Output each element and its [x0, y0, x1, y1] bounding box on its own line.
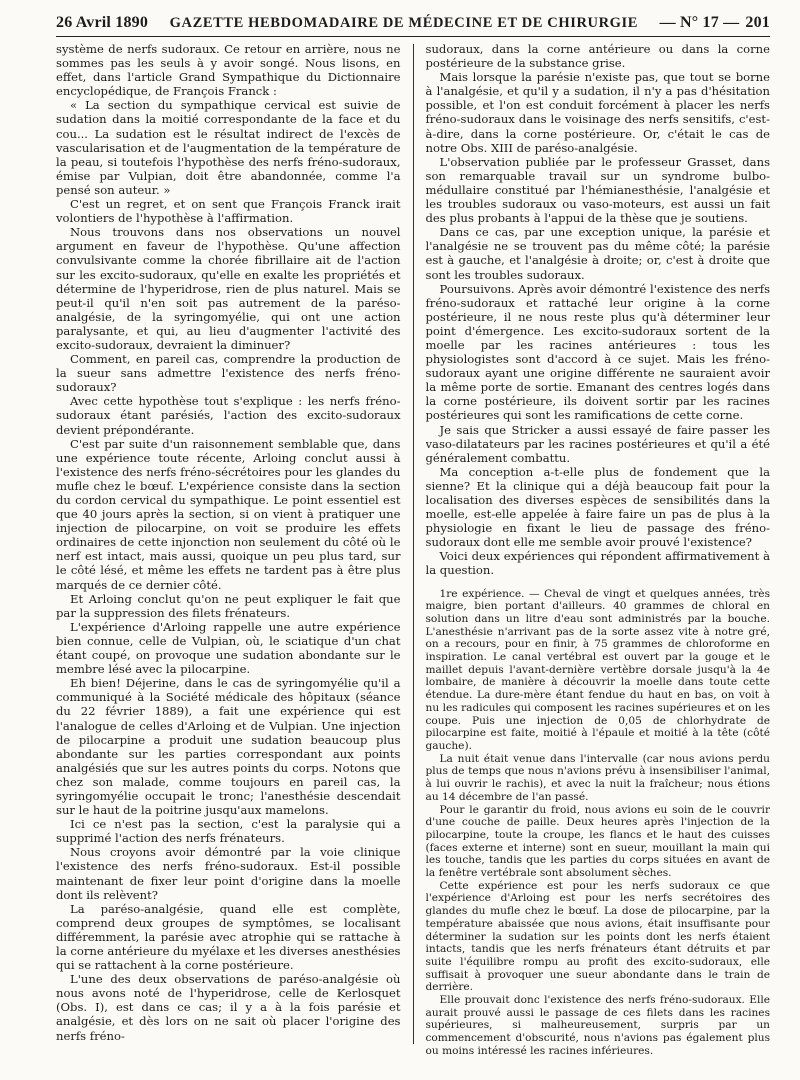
paragraph: Mais lorsque la parésie n'existe pas, que tout se borne à l'analgésie, et qu'il y a sudation, il n'y a pas d'hésitation possible, et l'on est conduit forcément à placer les nerfs fréno-sudoraux dans le voisinage des nerfs sensitifs, c'est-à-dire, dans la corne postérieure. Or, c'était le cas de notre Obs. XIII de paréso-analgésie.	[425, 70, 771, 155]
experiment-paragraph: Cette expérience est pour les nerfs sudoraux ce que l'expérience d'Arloing est pour les nerfs secrétoires des glandes du mufle chez le bœuf. La dose de pilocarpine, par la température abaissée que nous avions, était insuffisante pour déterminer la sudation sur les points dont les nerfs étaient intacts, tandis que les nerfs frénateurs étant détruits et par suite l'équilibre rompu au profit des excito-sudoraux, elle suffisait à provoquer une sueur abondante dans le train de derrière.	[425, 879, 771, 994]
paragraph: sudoraux, dans la corne antérieure ou dans la corne postérieure de la substance grise.	[425, 42, 771, 71]
paragraph: système de nerfs sudoraux. Ce retour en arrière, nous ne sommes pas les seuls à y avoir songé. Nous lisons, en effet, dans l'article Grand Sympathique du Dictionnaire encyclopédique, de François Franck :	[56, 42, 401, 99]
column-divider	[413, 44, 414, 1044]
body-columns	[56, 42, 770, 1072]
paragraph: Ma conception a-t-elle plus de fondement que la sienne? Et la clinique qui a déjà beaucoup fait pour la localisation des diverses espèces de sensibilités dans la moelle, est-elle appelée à faire faire un pas de plus à la physiologie en fixant le lieu de passage des fréno-sudoraux dont elle me semble avoir prouvé l'existence?	[425, 464, 771, 550]
paragraph: Voici deux expériences qui répondent affirmativement à la question.	[425, 549, 771, 578]
paragraph: Nous trouvons dans nos observations un nouvel argument en faveur de l'hypothèse. Qu'une affection convulsivante comme la chorée fibrillaire ait de l'action sur les excito-sudoraux, qu'elle en exalte les propriétés et détermine de l'hyperidrose, rien de plus naturel. Mais se peut-il qu'il n'en soit pas autrement de la paréso-analgésie, de la syringomyélie, qui ont une action paralysante, et qui, au lieu d'augmenter l'activité des excito-sudoraux, devraient la diminuer?	[56, 225, 401, 352]
paragraph: Poursuivons. Après avoir démontré l'existence des nerfs fréno-sudoraux et rattaché leur origine à la corne postérieure, il ne nous reste plus qu'à déterminer leur point d'émergence. Les excito-sudoraux sortent de la moelle par les racines antérieures : tous les physiologistes sont d'accord à ce sujet. Mais les fréno-sudoraux ayant une origine différente ne sauraient avoir la même porte de sortie. Emanant des centres logés dans la corne postérieure, ils doivent sortir par les racines postérieures qui sont les ramifications de cette corne.	[425, 281, 771, 423]
paragraph: La paréso-analgésie, quand elle est complète, comprend deux groupes de symptômes, se localisant différemment, la parésie avec atrophie qui se rattache à la corne antérieure du myélaxe et les diverses anesthésies qui se rattachent à la corne postérieure.	[56, 901, 401, 973]
page-number: 201	[745, 14, 770, 31]
header-issue-block	[660, 14, 770, 32]
paragraph: L'expérience d'Arloing rappelle une autre expérience bien connue, celle de Vulpian, où, le sciatique d'un chat étant coupé, on provoque une sudation abondante sur le membre lésé avec la pilocarpine.	[56, 619, 401, 677]
right-column	[426, 42, 771, 1072]
paragraph: L'une des deux observations de paréso-analgésie où nous avons noté de l'hyperidrose, celle de Kerlosquet (Obs. I), est dans ce cas; il y a à la fois parésie et analgésie, et dès lors on ne sait où placer l'origine des nerfs fréno-	[56, 972, 401, 1043]
paragraph: Dans ce cas, par une exception unique, la parésie et l'analgésie ne se trouvent pas du même côté; la parésie est à gauche, et l'analgésie à droite; or, c'est à droite que sont les troubles sudoraux.	[425, 225, 771, 282]
experiment-paragraph: Elle prouvait donc l'existence des nerfs fréno-sudoraux. Elle aurait prouvé aussi le passage de ces filets dans les racines supérieures, si malheureusement, surpris par un commencement d'obscurité, nous n'avions pas également plus ou moins intéressé les racines inférieures.	[425, 994, 771, 1057]
paragraph: Comment, en pareil cas, comprendre la production de la sueur sans admettre l'existence des nerfs fréno-sudoraux?	[56, 352, 401, 395]
left-column	[56, 42, 401, 1072]
paragraph: L'observation publiée par le professeur Grasset, dans son remarquable travail sur un syndrome bulbo-médullaire constitué par l'hémianesthésie, l'analgésie et les troubles sudoraux ou vaso-moteurs, est aussi un fait des plus probants à l'appui de la thèse que je soutiens.	[425, 154, 771, 226]
paragraph: Et Arloing conclut qu'on ne peut expliquer le fait que par la suppression des filets frénateurs.	[56, 591, 401, 620]
experiment-paragraph: Pour le garantir du froid, nous avions eu soin de le couvrir d'une couche de paille. Deux heures après l'injection de la pilocarpine, toute la croupe, les flancs et le haut des cuisses (faces externe et interne) sont en sueur, mouillant la main qui les touche, tandis que les parties du corps situées en avant de la fenêtre vertébrale sont absolument sèches.	[425, 803, 771, 880]
paragraph: Ici ce n'est pas la section, c'est la paralysie qui a supprimé l'action des nerfs frénateurs.	[56, 817, 401, 846]
paragraph: Eh bien! Déjerine, dans le cas de syringomyélie qu'il a communiqué à la Société médicale des hôpitaux (séance du 22 février 1889), a fait une expérience qui est l'analogue de celles d'Arloing et de Vulpian. Une injection de pilocarpine a produit une sudation beaucoup plus abondante sur les parties correspondant aux points analgésiés que sur les autres points du corps. Notons que chez son malade, comme toujours en pareil cas, la syringomyélie occupait le tronc; l'anesthésie descendait sur le haut de la poitrine jusqu'aux mamelons.	[56, 676, 401, 818]
page-header	[56, 14, 770, 37]
issue-number: — N° 17 —	[659, 14, 740, 31]
journal-title: GAZETTE HEBDOMADAIRE DE MÉDECINE ET DE CHIRURGIE	[169, 15, 639, 31]
experiment-paragraph: La nuit était venue dans l'intervalle (car nous avions perdu plus de temps que nous n'avions prévu à insensibiliser l'animal, à lui ouvrir le rachis), et avec la nuit la fraîcheur; nous étions au 14 décembre de l'an passé.	[425, 752, 771, 803]
paragraph: C'est par suite d'un raisonnement semblable que, dans une expérience toute récente, Arloing conclut aussi à l'existence des nerfs fréno-sécrétoires pour les glandes du mufle chez le bœuf. L'expérience consiste dans la section du cordon cervical du sympathique. Le point essentiel est que 40 jours après la section, si on vient à pratiquer une injection de pilocarpine, on voit se produire les effets ordinaires de cette injonction non seulement du côté où le nerf est intact, mais aussi, quoique un peu plus tard, sur le côté lésé, et même les effets ne tardent pas à être plus marqués de ce dernier côté.	[56, 436, 401, 592]
quote-paragraph: « La section du sympathique cervical est suivie de sudation dans la moitié correspondante de la face et du cou... La sudation est le résultat indirect de l'excès de vascularisation et de l'augmentation de la température de la peau, si toutefois l'hypothèse des nerfs fréno-sudoraux, émise par Vulpian, doit être abandonnée, comme l'a pensé son auteur. »	[56, 98, 401, 197]
paragraph: C'est un regret, et on sent que François Franck irait volontiers de l'hypothèse à l'affirmation.	[56, 197, 401, 226]
paragraph: Je sais que Stricker a aussi essayé de faire passer les vaso-dilatateurs par les racines postérieures et qu'il a été généralement combattu.	[425, 422, 771, 465]
experiment-paragraph: 1re expérience. — Cheval de vingt et quelques années, très maigre, bien portant d'ailleurs. 40 grammes de chloral en solution dans un litre d'eau sont administrés par la bouche. L'anesthésie n'arrivant pas de la sorte assez vite à notre gré, on a recours, pour en finir, à 75 grammes de chloroforme en inspiration. Le canal vertébral est ouvert par la gouge et le maillet depuis l'avant-dernière vertèbre dorsale jusqu'à la 4e lombaire, de manière à découvrir la moelle dans toute cette étendue. La dure-mère étant fendue du haut en bas, on voit à nu les radicules qui composent les racines supérieures et on les coupe. Puis une injection de 0,05 de chlorhydrate de pilocarpine est faite, moitié à l'épaule et moitié à la tête (côté gauche).	[425, 587, 771, 752]
section-gap	[426, 578, 771, 588]
paragraph: Avec cette hypothèse tout s'explique : les nerfs fréno-sudoraux étant parésiés, l'action des excito-sudoraux devient prépondérante.	[56, 394, 401, 437]
header-date: 26 Avril 1890	[56, 14, 149, 31]
paragraph: Nous croyons avoir démontré par la voie clinique l'existence des nerfs fréno-sudoraux. Est-il possible maintenant de fixer leur point d'origine dans la moelle dont ils relèvent?	[56, 845, 401, 902]
